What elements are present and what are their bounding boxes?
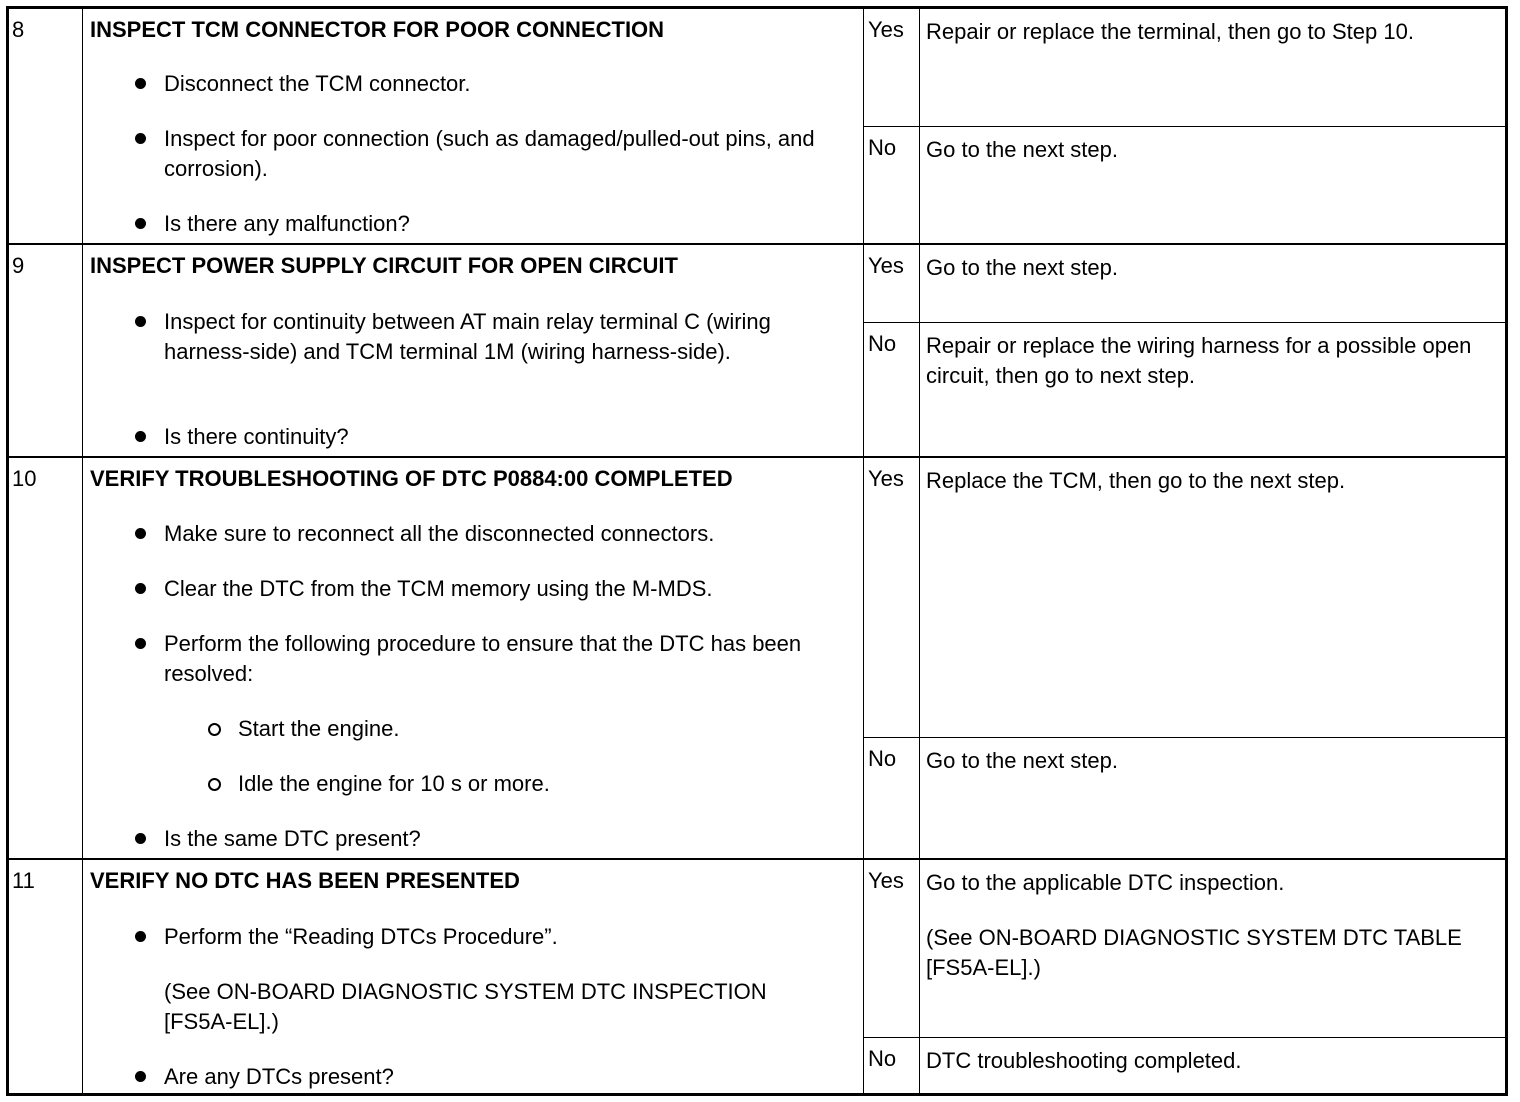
yes-reference-note: (See ON-BOARD DIAGNOSTIC SYSTEM DTC TABLE [FS5A-EL].) — [926, 925, 1462, 980]
table-row-step-11 — [9, 860, 1505, 1093]
step-number-cell — [9, 860, 83, 1093]
yes-answer — [864, 9, 1505, 127]
bullet-text: Are any DTCs present? — [164, 1064, 394, 1089]
bullet-text: Is the same DTC present? — [164, 826, 421, 851]
result-cell — [864, 458, 1505, 858]
yes-result: Replace the TCM, then go to the next step. — [926, 468, 1346, 493]
table-row-step-10 — [9, 458, 1505, 860]
bullet-dot-icon — [135, 638, 146, 649]
bullet-dot-icon — [135, 528, 146, 539]
yes-result: Go to the next step. — [926, 255, 1119, 280]
yes-label-cell — [864, 9, 920, 126]
step-title: INSPECT TCM CONNECTOR FOR POOR CONNECTION — [90, 17, 665, 42]
step-number-cell — [9, 9, 83, 243]
bullet-dot-icon — [135, 833, 146, 844]
step-number: 10 — [12, 466, 37, 491]
step-body-cell — [83, 9, 864, 243]
sub-bullet-text: Start the engine. — [238, 716, 400, 741]
step-title: VERIFY NO DTC HAS BEEN PRESENTED — [90, 868, 520, 893]
no-label: No — [868, 746, 897, 771]
table-row-step-9 — [9, 245, 1505, 458]
no-label-cell — [864, 127, 920, 243]
step-number-cell — [9, 245, 83, 456]
yes-label-cell — [864, 245, 920, 322]
reference-note: (See ON-BOARD DIAGNOSTIC SYSTEM DTC INSPECTION [FS5A-EL].) — [164, 979, 767, 1034]
no-result: DTC troubleshooting completed. — [926, 1048, 1242, 1073]
bullet-dot-icon — [135, 931, 146, 942]
yes-label: Yes — [868, 17, 904, 42]
yes-result: Repair or replace the terminal, then go to Step 10. — [926, 19, 1414, 44]
step-number-cell — [9, 458, 83, 858]
bullet-text: Inspect for poor connection (such as damaged/pulled-out pins, and corrosion). — [164, 126, 815, 181]
step-title: VERIFY TROUBLESHOOTING OF DTC P0884:00 COMPLETED — [90, 466, 733, 491]
bullet-dot-icon — [135, 316, 146, 327]
bullet-text: Is there any malfunction? — [164, 211, 410, 236]
bullet-text: Perform the following procedure to ensure that the DTC has been resolved: — [164, 631, 802, 686]
yes-result-text: Go to the applicable DTC inspection. — [926, 870, 1285, 895]
no-label: No — [868, 135, 897, 160]
yes-label-cell — [864, 458, 920, 737]
bullet-dot-icon — [135, 1071, 146, 1082]
yes-label: Yes — [868, 466, 904, 491]
bullet-text: Inspect for continuity between AT main relay terminal C (wiring harness-side) and TCM terminal 1M (wiring harness-side). — [164, 309, 771, 364]
bullet-text: Disconnect the TCM connector. — [164, 71, 471, 96]
yes-result — [926, 868, 1497, 983]
result-cell — [864, 9, 1505, 243]
step-body-cell — [83, 245, 864, 456]
yes-answer — [864, 245, 1505, 323]
yes-label: Yes — [868, 868, 904, 893]
no-label-cell — [864, 323, 920, 456]
no-label-cell — [864, 738, 920, 858]
yes-answer — [864, 458, 1505, 738]
table-row-step-8 — [9, 9, 1505, 245]
bullet-dot-icon — [135, 78, 146, 89]
yes-label: Yes — [868, 253, 904, 278]
bullet-dot-icon — [135, 583, 146, 594]
yes-label-cell — [864, 860, 920, 1037]
hollow-circle-icon — [208, 778, 221, 791]
step-number: 8 — [12, 17, 25, 42]
no-label: No — [868, 331, 897, 356]
bullet-text: Clear the DTC from the TCM memory using the M-MDS. — [164, 576, 713, 601]
no-answer — [864, 738, 1505, 858]
yes-answer — [864, 860, 1505, 1038]
bullet-dot-icon — [135, 218, 146, 229]
troubleshooting-table — [6, 6, 1508, 1096]
no-label: No — [868, 1046, 897, 1071]
no-answer — [864, 1038, 1505, 1093]
no-result: Go to the next step. — [926, 137, 1119, 162]
no-answer — [864, 127, 1505, 243]
bullet-dot-icon — [135, 133, 146, 144]
no-result: Go to the next step. — [926, 748, 1119, 773]
result-cell — [864, 245, 1505, 456]
bullet-text: Is there continuity? — [164, 424, 349, 449]
hollow-circle-icon — [208, 723, 221, 736]
bullet-text: Make sure to reconnect all the disconnected connectors. — [164, 521, 715, 546]
no-label-cell — [864, 1038, 920, 1093]
step-number: 11 — [12, 868, 35, 893]
sub-bullet-text: Idle the engine for 10 s or more. — [238, 771, 550, 796]
bullet-text: Perform the “Reading DTCs Procedure”. — [164, 924, 558, 949]
step-body-cell — [83, 860, 864, 1093]
step-body-cell — [83, 458, 864, 858]
no-answer — [864, 323, 1505, 456]
step-title: INSPECT POWER SUPPLY CIRCUIT FOR OPEN CIRCUIT — [90, 253, 678, 278]
bullet-dot-icon — [135, 431, 146, 442]
step-number: 9 — [12, 253, 25, 278]
result-cell — [864, 860, 1505, 1093]
no-result: Repair or replace the wiring harness for a possible open circuit, then go to next step. — [926, 333, 1472, 388]
